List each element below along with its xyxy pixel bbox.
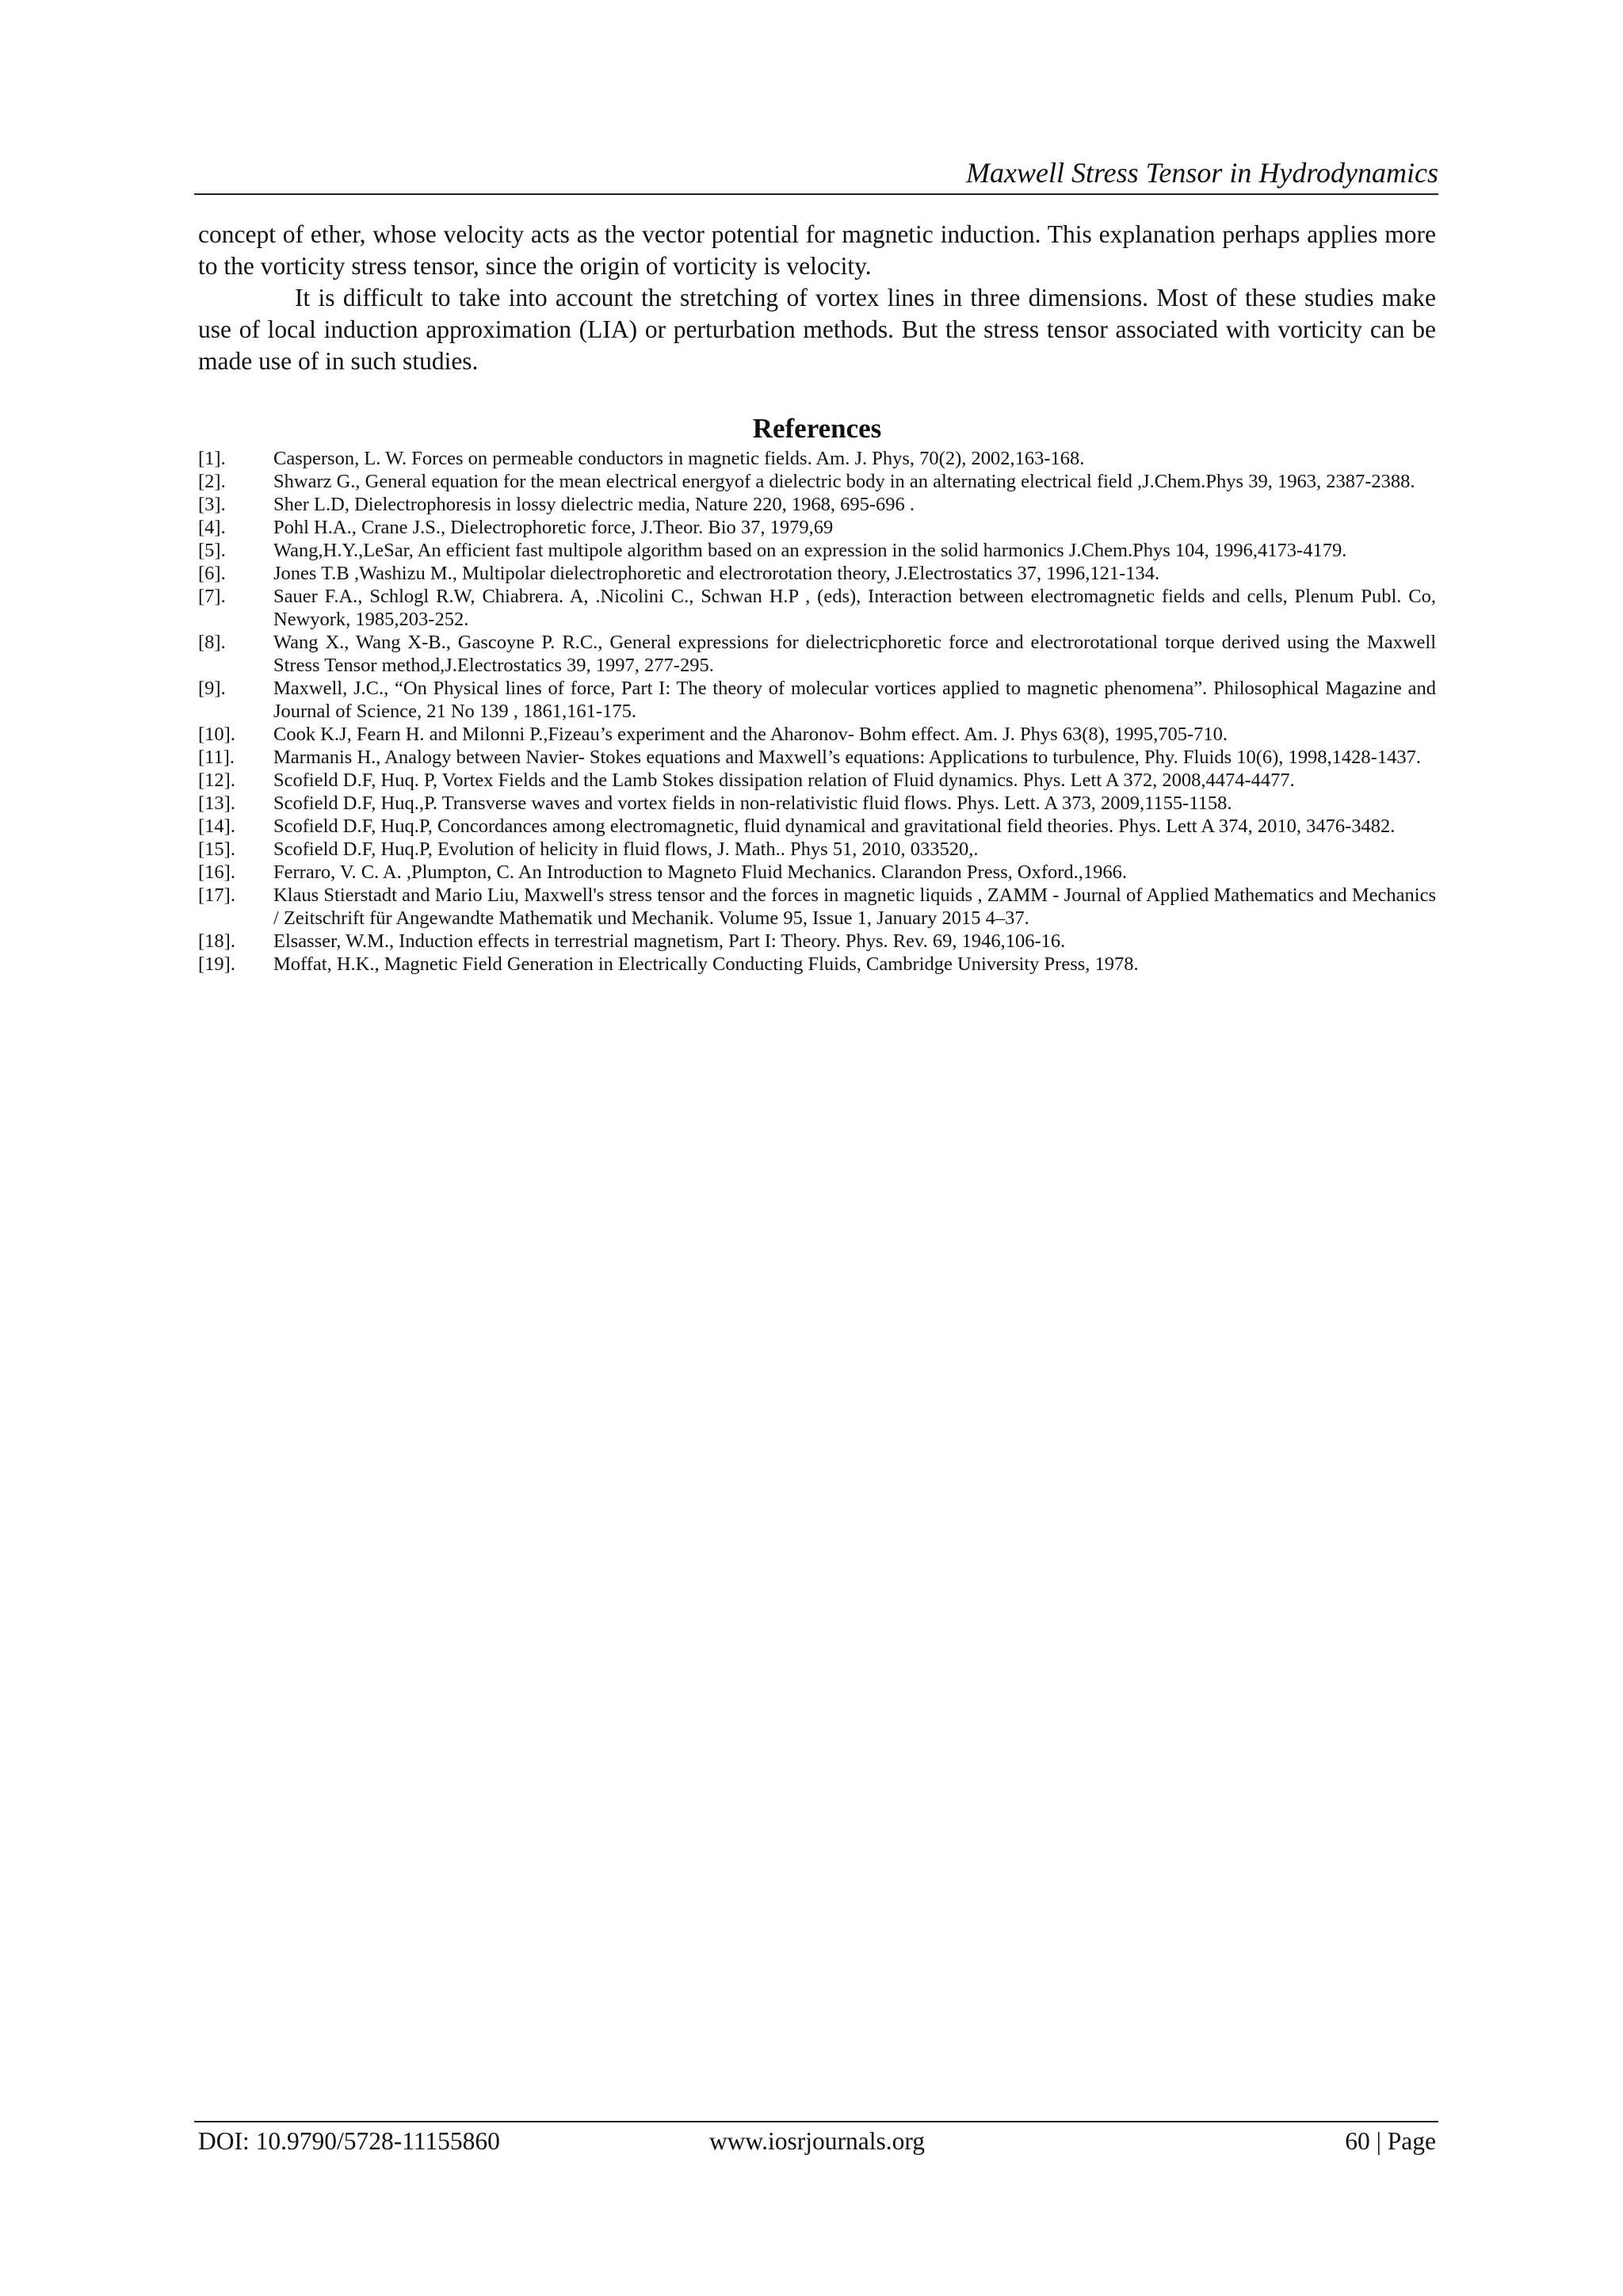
reference-text: Moffat, H.K., Magnetic Field Generation in Electrically Conducting Fluids, Cambridge University Press, 1978. (273, 953, 1139, 975)
footer-rule (194, 2121, 1438, 2122)
reference-item (198, 930, 1436, 953)
body-text (198, 219, 1436, 377)
reference-item (198, 861, 1436, 884)
journal-website-link[interactable]: www.iosrjournals.org (708, 2127, 926, 2155)
reference-number: [9]. (198, 678, 226, 699)
reference-item (198, 792, 1436, 815)
reference-item (198, 539, 1436, 562)
reference-number: [10]. (198, 724, 235, 745)
reference-number: [5]. (198, 540, 226, 561)
paragraph: concept of ether, whose velocity acts as the vector potential for magnetic induction. This explanation perhaps applies more to the vorticity stress tensor, since the origin of vorticity is velocity. (198, 220, 1436, 280)
reference-number: [16]. (198, 861, 235, 883)
reference-text: Marmanis H., Analogy between Navier- Stokes equations and Maxwell’s equations: Applications to turbulence, Phy. Fluids 10(6), 1998,1428-1437. (273, 747, 1421, 768)
reference-item (198, 838, 1436, 861)
references-heading: References (752, 413, 882, 444)
reference-number: [8]. (198, 632, 226, 653)
reference-text: Maxwell, J.C., “On Physical lines of force, Part I: The theory of molecular vortices applied to magnetic phenomena”. Philosophical Magazine and Journal of Science, 21 No 139 , 1861,161-175. (273, 678, 1436, 722)
reference-item (198, 493, 1436, 516)
reference-item (198, 884, 1436, 930)
reference-text: Casperson, L. W. Forces on permeable conductors in magnetic fields. Am. J. Phys, 70(2), 2002,163-168. (273, 448, 1085, 469)
reference-number: [4]. (198, 517, 226, 538)
reference-text: Klaus Stierstadt and Mario Liu, Maxwell's stress tensor and the forces in magnetic liquids , ZAMM - Journal of Applied Mathematics and Mechanics / Zeitschrift für Angewandte Mathematik und Mechanik. Volume 95, Issue 1, January 2015 4–37. (273, 884, 1436, 929)
reference-text: Jones T.B ,Washizu M., Multipolar dielectrophoretic and electrorotation theory, J.Electrostatics 37, 1996,121-134. (273, 563, 1160, 584)
reference-text: Shwarz G., General equation for the mean electrical energyof a dielectric body in an alternating electrical field ,J.Chem.Phys 39, 1963, 2387-2388. (273, 471, 1415, 492)
reference-number: [7]. (198, 586, 226, 607)
reference-text: Scofield D.F, Huq.P, Evolution of helicity in fluid flows, J. Math.. Phys 51, 2010, 033520,. (273, 839, 979, 860)
paragraph: It is difficult to take into account the stretching of vortex lines in three dimensions. Most of these studies make use of local induction approximation (LIA) or perturbation methods. But the stress tensor associated with vorticity can be made use of in such studies. (198, 284, 1436, 375)
running-header: Maxwell Stress Tensor in Hydrodynamics (966, 157, 1438, 189)
reference-item (198, 746, 1436, 769)
reference-list (198, 447, 1436, 976)
reference-item (198, 585, 1436, 631)
header-rule (194, 193, 1438, 195)
reference-item (198, 723, 1436, 746)
reference-number: [12]. (198, 770, 235, 791)
reference-item (198, 447, 1436, 470)
reference-text: Cook K.J, Fearn H. and Milonni P.,Fizeau’s experiment and the Aharonov- Bohm effect. Am. J. Phys 63(8), 1995,705-710. (273, 724, 1228, 745)
reference-text: Ferraro, V. C. A. ,Plumpton, C. An Introduction to Magneto Fluid Mechanics. Clarandon Press, Oxford.,1966. (273, 861, 1128, 883)
reference-number: [3]. (198, 494, 226, 515)
reference-text: Scofield D.F, Huq.P, Concordances among electromagnetic, fluid dynamical and gravitational field theories. Phys. Lett A 374, 2010, 3476-3482. (273, 816, 1396, 837)
reference-number: [18]. (198, 930, 235, 952)
reference-text: Wang,H.Y.,LeSar, An efficient fast multipole algorithm based on an expression in the solid harmonics J.Chem.Phys 104, 1996,4173-4179. (273, 540, 1347, 561)
reference-text: Pohl H.A., Crane J.S., Dielectrophoretic force, J.Theor. Bio 37, 1979,69 (273, 517, 834, 538)
reference-number: [1]. (198, 448, 226, 469)
doi-label: DOI: 10.9790/5728-11155860 (198, 2127, 500, 2155)
reference-number: [11]. (198, 747, 235, 768)
reference-text: Scofield D.F, Huq.,P. Transverse waves and vortex fields in non-relativistic fluid flows. Phys. Lett. A 373, 2009,1155-1158. (273, 793, 1232, 814)
reference-number: [6]. (198, 563, 226, 584)
reference-text: Sher L.D, Dielectrophoresis in lossy dielectric media, Nature 220, 1968, 695-696 . (273, 494, 915, 515)
reference-number: [15]. (198, 839, 235, 860)
reference-item (198, 562, 1436, 585)
reference-number: [19]. (198, 953, 235, 975)
reference-item (198, 769, 1436, 792)
reference-item (198, 677, 1436, 723)
page-number: 60 | Page (1345, 2127, 1436, 2155)
reference-text: Sauer F.A., Schlogl R.W, Chiabrera. A, .Nicolini C., Schwan H.P , (eds), Interaction between electromagnetic fields and cells, Plenum Publ. Co, Newyork, 1985,203-252. (273, 586, 1436, 630)
reference-item (198, 815, 1436, 838)
reference-text: Scofield D.F, Huq. P, Vortex Fields and the Lamb Stokes dissipation relation of Fluid dynamics. Phys. Lett A 372, 2008,4474-4477. (273, 770, 1295, 791)
reference-text: Wang X., Wang X-B., Gascoyne P. R.C., General expressions for dielectricphoretic force and electrorotational torque derived using the Maxwell Stress Tensor method,J.Electrostatics 39, 1997, 277-295. (273, 632, 1436, 676)
reference-text: Elsasser, W.M., Induction effects in terrestrial magnetism, Part I: Theory. Phys. Rev. 69, 1946,106-16. (273, 930, 1066, 952)
reference-item (198, 516, 1436, 539)
reference-item (198, 953, 1436, 976)
reference-number: [17]. (198, 884, 235, 906)
reference-number: [2]. (198, 471, 226, 492)
reference-item (198, 470, 1436, 493)
reference-number: [14]. (198, 816, 235, 837)
reference-item (198, 631, 1436, 677)
reference-number: [13]. (198, 793, 235, 814)
